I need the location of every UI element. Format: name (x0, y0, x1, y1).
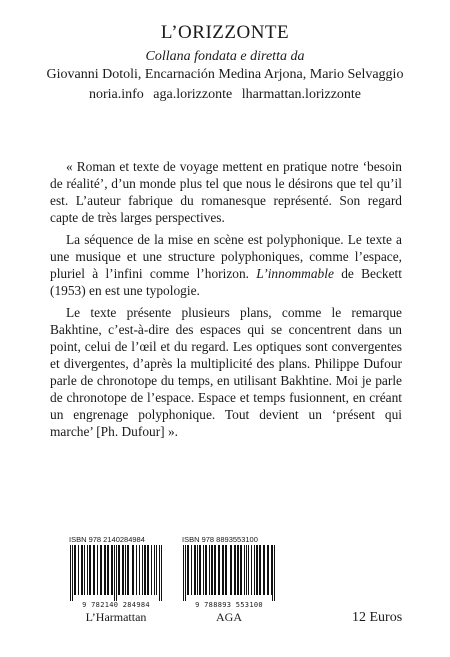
barcode-bar (254, 545, 255, 595)
barcode-bar (244, 545, 245, 595)
series-links (0, 86, 450, 104)
barcode-bar (156, 545, 157, 595)
paragraph-2: La séquence de la mise en scène est polyphonique. Le texte a une musique et une structure polyphoniques, comme l’espace, pluriel à l’infini comme l’horizon. L’innommable de Beckett (1953) en est une typologie. (50, 232, 403, 298)
publisher-name: L’Harmattan (85, 610, 147, 624)
barcode-bar (107, 545, 109, 595)
barcode-bar (251, 545, 252, 595)
barcode-bar (151, 545, 152, 595)
paragraph-1: « Roman et texte de voyage mettent en pratique notre ‘besoin de réalité’, d’un monde plus tel que nous le désirons que tel qu’il est. L’auteur fabrique du romanesque représenté. Son regard capte de très larges perspectives. (50, 159, 402, 225)
barcode-bar (142, 545, 143, 595)
barcode-bar (199, 545, 201, 595)
barcode-bar (154, 545, 155, 595)
price-label: 12 Euros (352, 610, 403, 625)
series-header (0, 22, 450, 104)
barcode-bar (246, 545, 247, 595)
barcode-bar (136, 545, 137, 595)
series-editors: Giovanni Dotoli, Encarnación Medina Arjona, Mario Selvaggio (46, 67, 404, 82)
barcode-bar (132, 545, 134, 595)
barcode-bar (116, 545, 117, 601)
link-noria[interactable]: noria.info (88, 87, 144, 102)
barcode-bar (125, 545, 126, 595)
series-subtitle: Collana fondata e diretta da (145, 49, 305, 64)
link-aga[interactable]: aga.lorizzonte (153, 87, 233, 102)
barcode-bar (161, 545, 162, 601)
barcode-lharmattan (61, 535, 171, 624)
series-title: L’ORIZZONTE (160, 22, 290, 43)
publisher-name: AGA (216, 610, 242, 624)
barcode-bar (74, 545, 76, 595)
barcode-bar (267, 545, 269, 595)
barcode-bar (122, 545, 124, 595)
barcode-bar (272, 545, 273, 601)
barcode-bar (114, 545, 115, 601)
barcode-aga (174, 535, 284, 624)
isbn-label: ISBN 978 8893553100 (182, 535, 258, 544)
book-title-italic: L’innommable (256, 266, 334, 281)
barcode-bar (259, 545, 261, 595)
barcode-bar (70, 545, 71, 601)
barcode-bar (87, 545, 88, 595)
barcode-bar (139, 545, 140, 595)
barcode-bar (147, 545, 149, 595)
barcode-bar (203, 545, 204, 595)
barcode-digits: 9 782140 284984 (82, 601, 150, 609)
barcode-bar (237, 545, 239, 595)
barcode-bar (72, 545, 73, 601)
barcode-bar (78, 545, 79, 595)
isbn-label: ISBN 978 2140284984 (69, 535, 145, 544)
link-lharmattan[interactable]: lharmattan.lorizzonte (241, 87, 362, 102)
barcode-bar (194, 545, 196, 595)
barcode-bar (263, 545, 265, 595)
barcode-bar (256, 545, 258, 595)
barcode-bar (205, 545, 207, 595)
barcode-bar (197, 545, 198, 595)
barcode-bar (214, 545, 216, 595)
barcode-bar (89, 545, 91, 595)
barcode-bar (100, 545, 102, 595)
barcode-bar (211, 545, 213, 595)
barcode-bar (240, 545, 242, 595)
barcode-bar (187, 545, 189, 595)
barcode-bar (104, 545, 106, 595)
barcode-bar (185, 545, 186, 601)
barcode-bar (144, 545, 146, 595)
barcode-bar (111, 545, 113, 595)
barcode-bar (234, 545, 236, 595)
barcode-bar (97, 545, 98, 595)
barcode-digits: 9 788893 553100 (195, 601, 263, 609)
back-cover-text (50, 158, 402, 445)
barcode-bar (84, 545, 85, 595)
paragraph-3: Le texte présente plusieurs plans, comme le remarque Bakhtine, c’est-à-dire des espaces qui se concentrent dans un point, celui de l’œil et du regard. Les optiques sont convergentes et divergentes, d’après la multiplicité des plans. Philippe Dufour parle de chronotope du temps, en utilisant Bakhtine. Moi je parle de chronotope de l’espace. Espace et temps fusionnent, en créant un engrenage polyphonique. Tout devient un ‘présent qui marche’ [Ph. Dufour] ». (50, 305, 402, 439)
barcode-bar (222, 545, 224, 595)
barcode-bar (218, 545, 220, 595)
barcode-bar (191, 545, 192, 595)
barcode-bar (183, 545, 184, 601)
barcode-bars (67, 545, 165, 601)
barcode-bar (225, 545, 227, 595)
barcode-bars (180, 545, 278, 601)
barcode-bar (248, 545, 249, 595)
barcode-bar (274, 545, 275, 601)
barcode-bar (230, 545, 232, 595)
barcode-bar (127, 545, 129, 595)
barcode-bar (159, 545, 160, 601)
barcode-bar (271, 545, 272, 595)
barcode-bar (118, 545, 120, 595)
barcode-bar (93, 545, 95, 595)
barcode-bar (81, 545, 83, 595)
barcode-bar (209, 545, 210, 595)
